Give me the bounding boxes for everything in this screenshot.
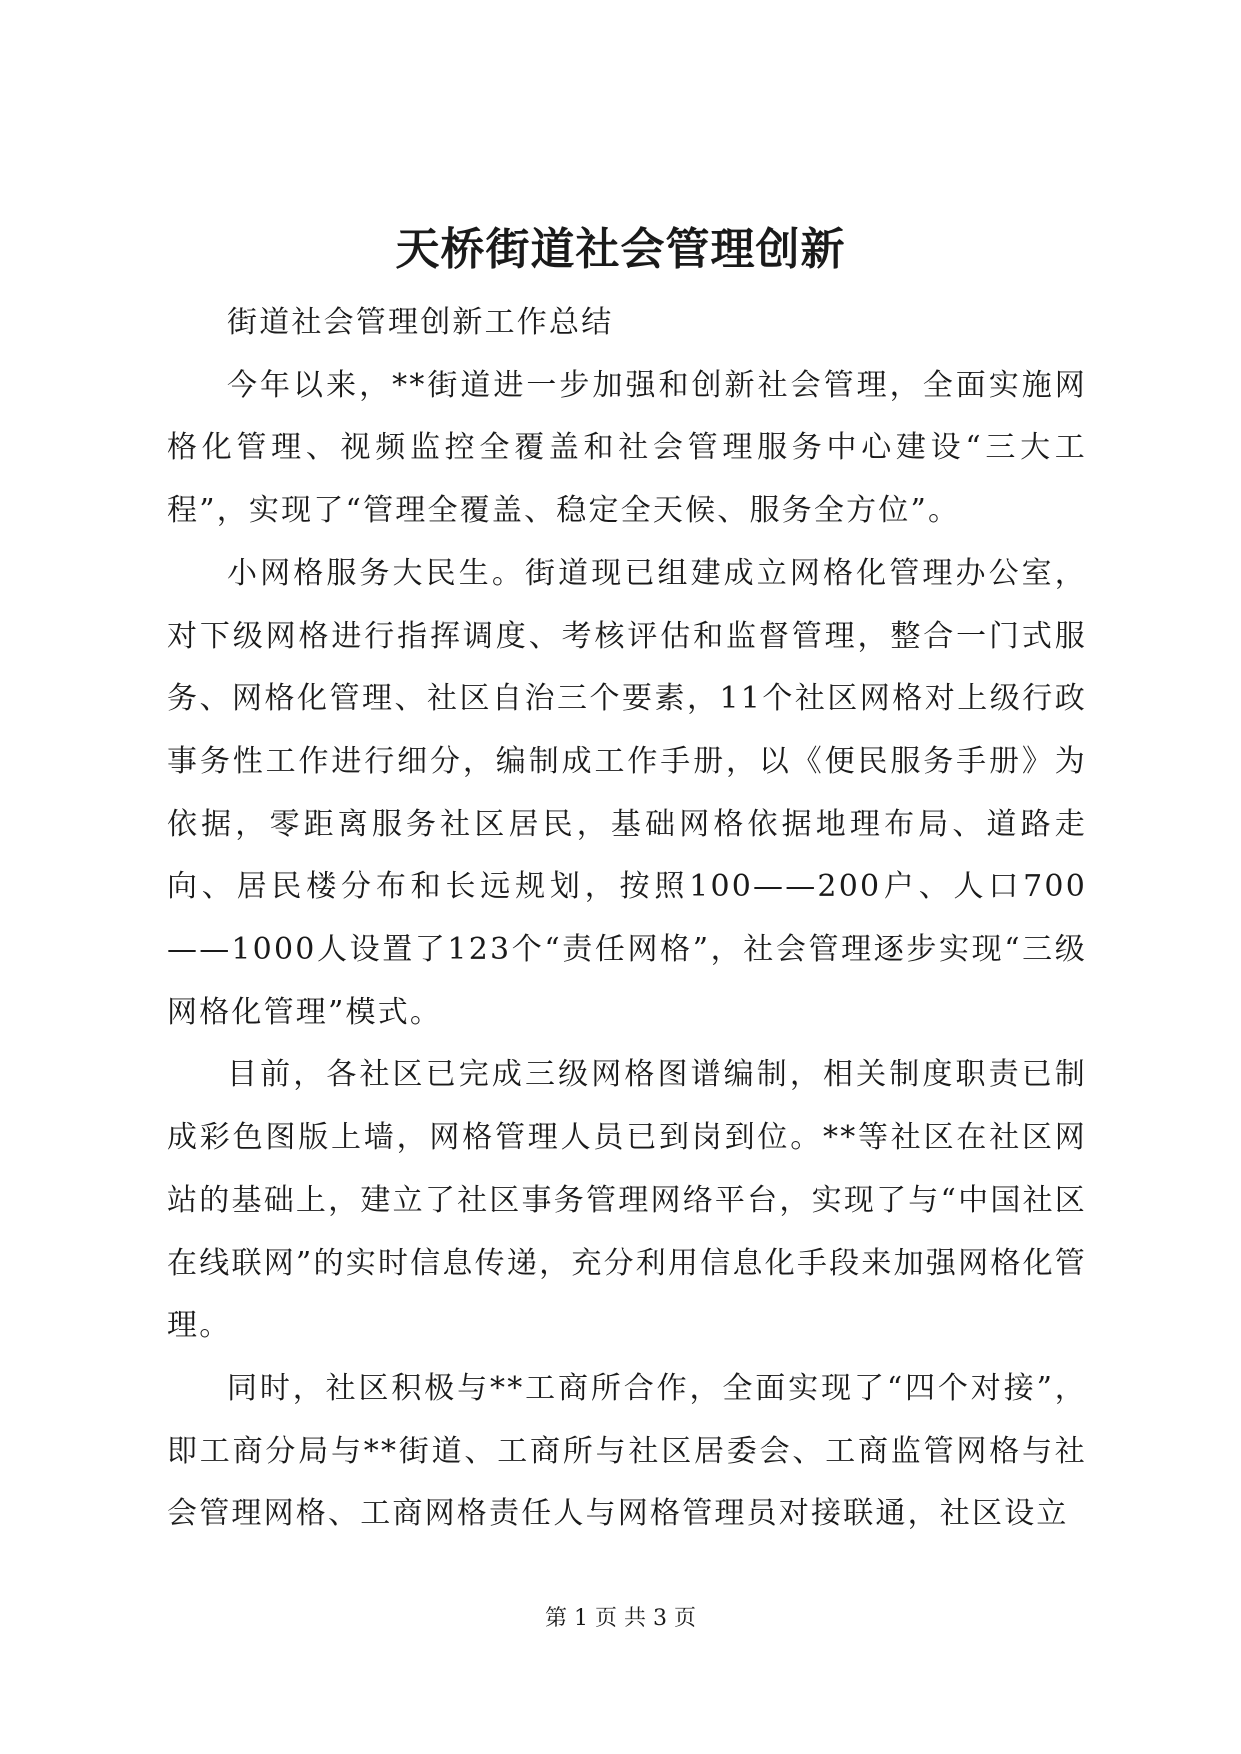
page-number-footer: 第 1 页 共 3 页 — [545, 1606, 696, 1631]
paragraph-cooperation: 同时，社区积极与**工商所合作，全面实现了“四个对接”，即工商分局与**街道、工商所与社区居委会、工商监管网格与社会管理网格、工商网格责任人与网格管理员对接联通，社区设立 — [167, 1370, 1087, 1532]
document-body — [167, 292, 1087, 1546]
paragraph-current-status: 目前，各社区已完成三级网格图谱编制，相关制度职责已制成彩色图版上墙，网格管理人员已到岗到位。**等社区在社区网站的基础上，建立了社区事务管理网络平台，实现了与“中国社区在线联网”的实时信息传递，充分利用信息化手段来加强网格化管理。 — [167, 1057, 1087, 1344]
paragraph-grid-service: 小网格服务大民生。街道现已组建成立网格化管理办公室，对下级网格进行指挥调度、考核评估和监督管理，整合一门式服务、网格化管理、社区自治三个要素，11个社区网格对上级行政事务性工作进行细分，编制成工作手册，以《便民服务手册》为依据，零距离服务社区居民，基础网格依据地理布局、道路走向、居民楼分布和长远规划，按照100——200户、人口700——1000人设置了123个“责任网格”，社会管理逐步实现“三级网格化管理”模式。 — [167, 555, 1087, 1030]
document-title: 天桥街道社会管理创新 — [395, 224, 846, 275]
paragraph-intro: 今年以来，**街道进一步加强和创新社会管理，全面实施网格化管理、视频监控全覆盖和社会管理服务中心建设“三大工程”，实现了“管理全覆盖、稳定全天候、服务全方位”。 — [167, 367, 1087, 529]
paragraph-subtitle: 街道社会管理创新工作总结 — [227, 305, 614, 340]
